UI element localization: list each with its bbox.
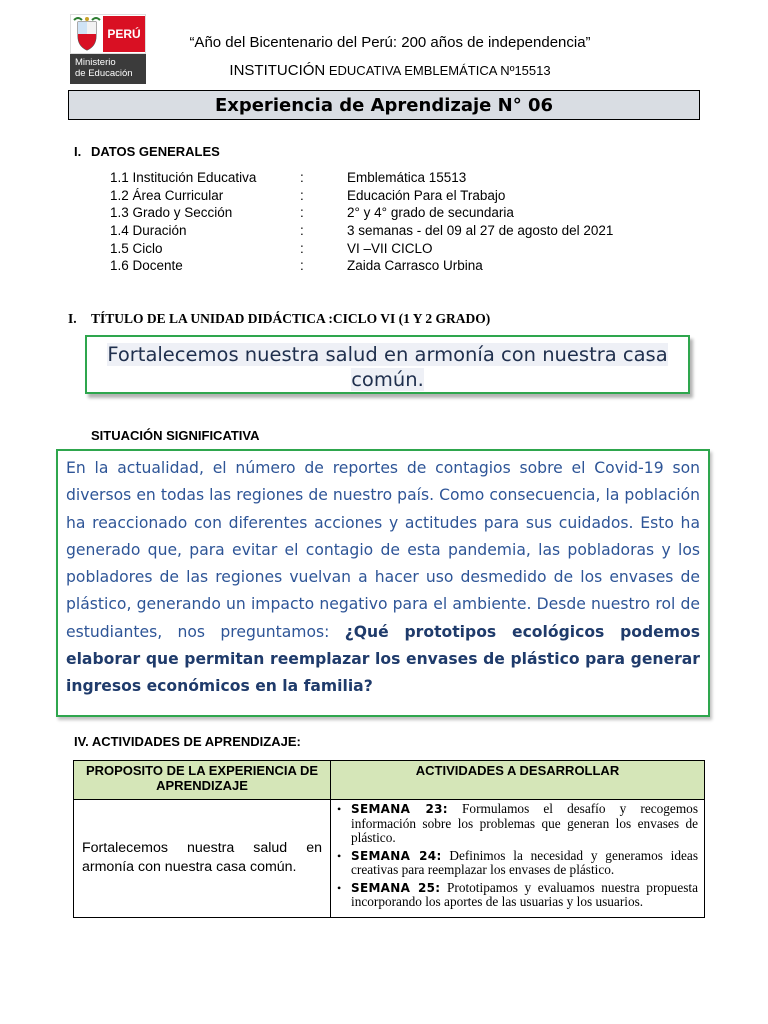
activities-column-header: ACTIVIDADES A DESARROLLAR (331, 761, 705, 800)
logo-ministry-line2: de Educación (75, 68, 133, 79)
bullet-icon: • (337, 802, 342, 816)
activity-item (335, 849, 698, 878)
general-data-value: 3 semanas - del 09 al 27 de agosto del 2021 (347, 223, 614, 238)
general-data-label: 1.3 Grado y Sección (110, 205, 233, 220)
general-data-label: 1.4 Duración (110, 223, 187, 238)
general-data-colon: : (300, 188, 304, 203)
section-number: I. (68, 311, 77, 326)
activity-text: Prototipamos y evaluamos nuestra propuesta incorporando los aportes de las usuarias y los usuarios. (351, 879, 698, 909)
situation-paragraph (66, 455, 700, 701)
general-data-value: 2° y 4° grado de secundaria (347, 205, 514, 220)
general-data-label: 1.5 Ciclo (110, 241, 163, 256)
general-data-value: VI –VII CICLO (347, 241, 433, 256)
activity-item (335, 881, 698, 910)
unit-title-heading (68, 311, 490, 327)
table-header-row (74, 761, 705, 800)
situation-question: ¿Qué prototipos ecológicos podemos elaborar que permitan reemplazar los envases de plástico para generar ingresos económicos en la familia? (66, 622, 700, 696)
activities-table (73, 760, 705, 918)
unit-title: Fortalecemos nuestra salud en armonía con nuestra casa común. (107, 343, 668, 391)
activity-week: SEMANA 23: (351, 802, 448, 816)
purpose-column-header: PROPOSITO DE LA EXPERIENCIA DE APRENDIZAJE (74, 761, 331, 800)
situation-text: En la actualidad, el número de reportes de contagios sobre el Covid-19 son diversos en todas las regiones de nuestro país. Como consecuencia, la población ha reaccionado con diferentes acciones y actitudes para sus cuidados. Esto ha generado que, para evitar el contagio de esta pandemia, las pobladoras y los pobladores de las regiones vuelvan a hacer uso desmedido de los envases de plástico, generando un impacto negativo para el ambiente. Desde nuestro rol de estudiantes, nos preguntamos: (66, 459, 700, 641)
activity-item (335, 802, 698, 846)
bullet-icon: • (337, 880, 342, 895)
experience-title: Experiencia de Aprendizaje N° 06 (68, 90, 700, 120)
activity-week: SEMANA 25: (351, 880, 441, 895)
section-number: I. (74, 144, 82, 159)
bullet-icon: • (337, 848, 342, 863)
activity-text: Formulamos el desafío y recogemos información sobre los problemas que generan los envases de plástico. (351, 801, 698, 845)
peru-coat-of-arms-icon (72, 16, 102, 52)
general-data-heading (74, 144, 220, 159)
purpose-cell: Fortalecemos nuestra salud en armonía con nuestra casa común. (74, 800, 331, 918)
situation-heading: SITUACIÓN SIGNIFICATIVA (91, 428, 260, 443)
general-data-label: 1.1 Institución Educativa (110, 170, 257, 185)
logo-brand: PERÚ (103, 16, 145, 52)
school-name (160, 62, 620, 79)
year-motto: “Año del Bicentenario del Perú: 200 años de independencia” (189, 34, 591, 51)
school-name-part2: EDUCATIVA EMBLEMÁTICA Nº15513 (325, 63, 551, 78)
general-data-value: Emblemática 15513 (347, 170, 467, 185)
activities-cell (331, 800, 705, 918)
logo-ministry (70, 54, 146, 84)
general-data-colon: : (300, 205, 304, 220)
section-heading-text: DATOS GENERALES (91, 144, 220, 159)
general-data-colon: : (300, 258, 304, 273)
general-data-value: Zaida Carrasco Urbina (347, 258, 483, 273)
school-name-part1: INSTITUCIÓN (229, 62, 326, 79)
general-data-colon: : (300, 223, 304, 238)
situation-box (56, 449, 710, 717)
logo-ministry-line1: Ministerio (75, 57, 116, 68)
general-data-value: Educación Para el Trabajo (347, 188, 506, 203)
general-data-label: 1.6 Docente (110, 258, 183, 273)
general-data-colon: : (300, 170, 304, 185)
general-data-colon: : (300, 241, 304, 256)
activity-text: Definimos la necesidad y generamos ideas creativas para reemplazar los envases de plástico. (351, 847, 698, 877)
general-data-label: 1.2 Área Curricular (110, 188, 224, 203)
unit-title-box (85, 335, 690, 394)
activity-week: SEMANA 24: (351, 848, 442, 863)
table-row (74, 800, 705, 918)
activities-heading: IV. ACTIVIDADES DE APRENDIZAJE: (74, 734, 301, 749)
section-heading-text: TÍTULO DE LA UNIDAD DIDÁCTICA :CICLO VI (1 Y 2 GRADO) (91, 311, 491, 326)
